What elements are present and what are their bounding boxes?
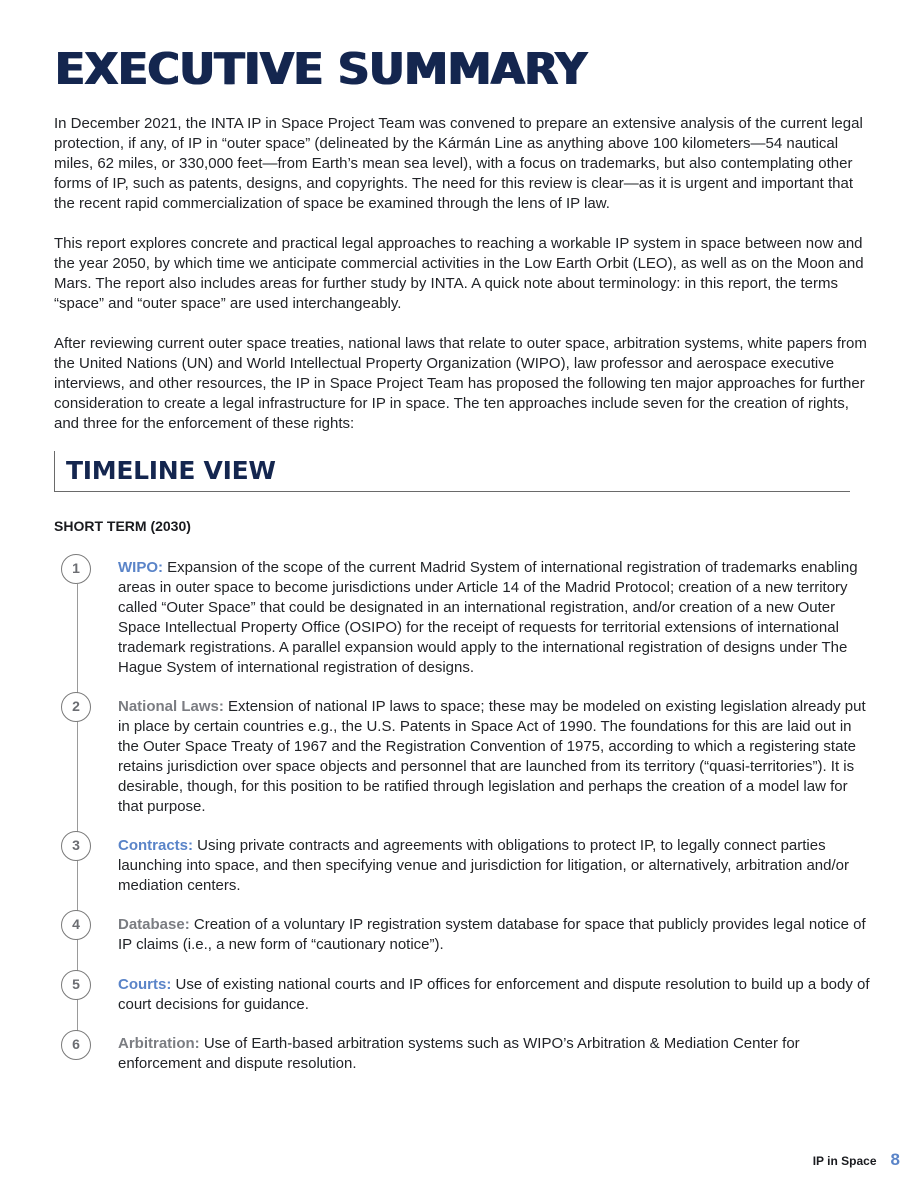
timeline-item-label: Arbitration: <box>118 1035 200 1052</box>
timeline-item-courts <box>118 975 870 1015</box>
timeline-number-badge: 6 <box>61 1030 91 1060</box>
timeline-item-text: Extension of national IP laws to space; these may be modeled on existing legislation already put in place by certain countries e.g., the U.S. Patents in Space Act of 1990. The foundations for this are laid out in the Outer Space Treaty of 1967 and the Registration Convention of 1975, according to which a registering state retains jurisdiction over space objects and personnel that are launched from its territory (“quasi-territories”). It is desirable, though, for this position to be ratified through legislation and perhaps the creation of a model law for that purpose. <box>118 698 866 815</box>
timeline-item-label: Database: <box>118 916 190 933</box>
timeline-item-wipo <box>118 558 870 678</box>
page-title: EXECUTIVE SUMMARY <box>54 44 586 95</box>
intro-text <box>54 114 870 454</box>
footer-publication-name: IP in Space <box>812 1154 877 1168</box>
timeline-section-header <box>54 451 850 492</box>
short-term-subheading: SHORT TERM (2030) <box>54 518 191 534</box>
timeline-item-label: National Laws: <box>118 698 224 715</box>
timeline-number-badge: 3 <box>61 831 91 861</box>
timeline-number-badge: 4 <box>61 910 91 940</box>
timeline-item-contracts <box>118 836 870 896</box>
timeline-item-text: Use of existing national courts and IP offices for enforcement and dispute resolution to build up a body of court decisions for guidance. <box>118 976 870 1013</box>
intro-paragraph-1: In December 2021, the INTA IP in Space Project Team was convened to prepare an extensive analysis of the current legal protection, if any, of IP in “outer space” (delineated by the Kármán Line as anything above 100 kilometers—54 nautical miles, 62 miles, or 330,000 feet—from Earth’s mean sea level), with a focus on trademarks, but also contemplating other forms of IP, such as patents, designs, and copyrights. The need for this review is clear—as it is urgent and important that the recent rapid commercialization of space be examined through the lens of IP law. <box>54 115 863 212</box>
intro-paragraph-3: After reviewing current outer space treaties, national laws that relate to outer space, arbitration systems, white papers from the United Nations (UN) and World Intellectual Property Organization (WIPO), law professor and aerospace executive interviews, and other resources, the IP in Space Project Team has proposed the following ten major approaches for further consideration to create a legal infrastructure for IP in space. The ten approaches include seven for the creation of rights, and three for the enforcement of these rights: <box>54 335 867 432</box>
intro-paragraph-2: This report explores concrete and practical legal approaches to reaching a workable IP system in space between now and the year 2050, by which time we anticipate commercial activities in the Low Earth Orbit (LEO), as well as on the Moon and Mars. The report also includes areas for further study by INTA. A quick note about terminology: in this report, the terms “space” and “outer space” are used interchangeably. <box>54 235 864 312</box>
timeline-item-national-laws <box>118 697 870 817</box>
timeline-item-label: Courts: <box>118 976 172 993</box>
timeline-item-text: Expansion of the scope of the current Madrid System of international registration of trademarks enabling areas in outer space to become jurisdictions under Article 14 of the Madrid Protocol; creation of a new territory called “Outer Space” that could be designated in an international registration, and/or creation of a new Outer Space Intellectual Property Office (OSIPO) for the receipt of requests for territorial extensions of international trademark registrations. A parallel expansion would apply to the international registration of designs under The Hague System of international registration of designs. <box>118 559 858 676</box>
timeline-item-arbitration <box>118 1034 870 1074</box>
section-heading: TIMELINE VIEW <box>66 456 276 485</box>
timeline-number-badge: 1 <box>61 554 91 584</box>
timeline-item-label: Contracts: <box>118 837 194 854</box>
timeline-number-badge: 2 <box>61 692 91 722</box>
timeline-item-text: Creation of a voluntary IP registration system database for space that publicly provides legal notice of IP claims (i.e., a new form of “cautionary notice”). <box>118 916 866 953</box>
page-number: 8 <box>890 1150 900 1169</box>
timeline-item-text: Use of Earth-based arbitration systems such as WIPO’s Arbitration & Mediation Center for enforcement and dispute resolution. <box>118 1035 800 1072</box>
timeline-item-label: WIPO: <box>118 559 163 576</box>
timeline-item-database <box>118 915 870 955</box>
timeline-item-text: Using private contracts and agreements with obligations to protect IP, to legally connect parties launching into space, and then specifying venue and jurisdiction for litigation, or alternatively, arbitration and/or mediation centers. <box>118 837 849 894</box>
timeline-number-badge: 5 <box>61 970 91 1000</box>
page-footer <box>813 1150 900 1170</box>
